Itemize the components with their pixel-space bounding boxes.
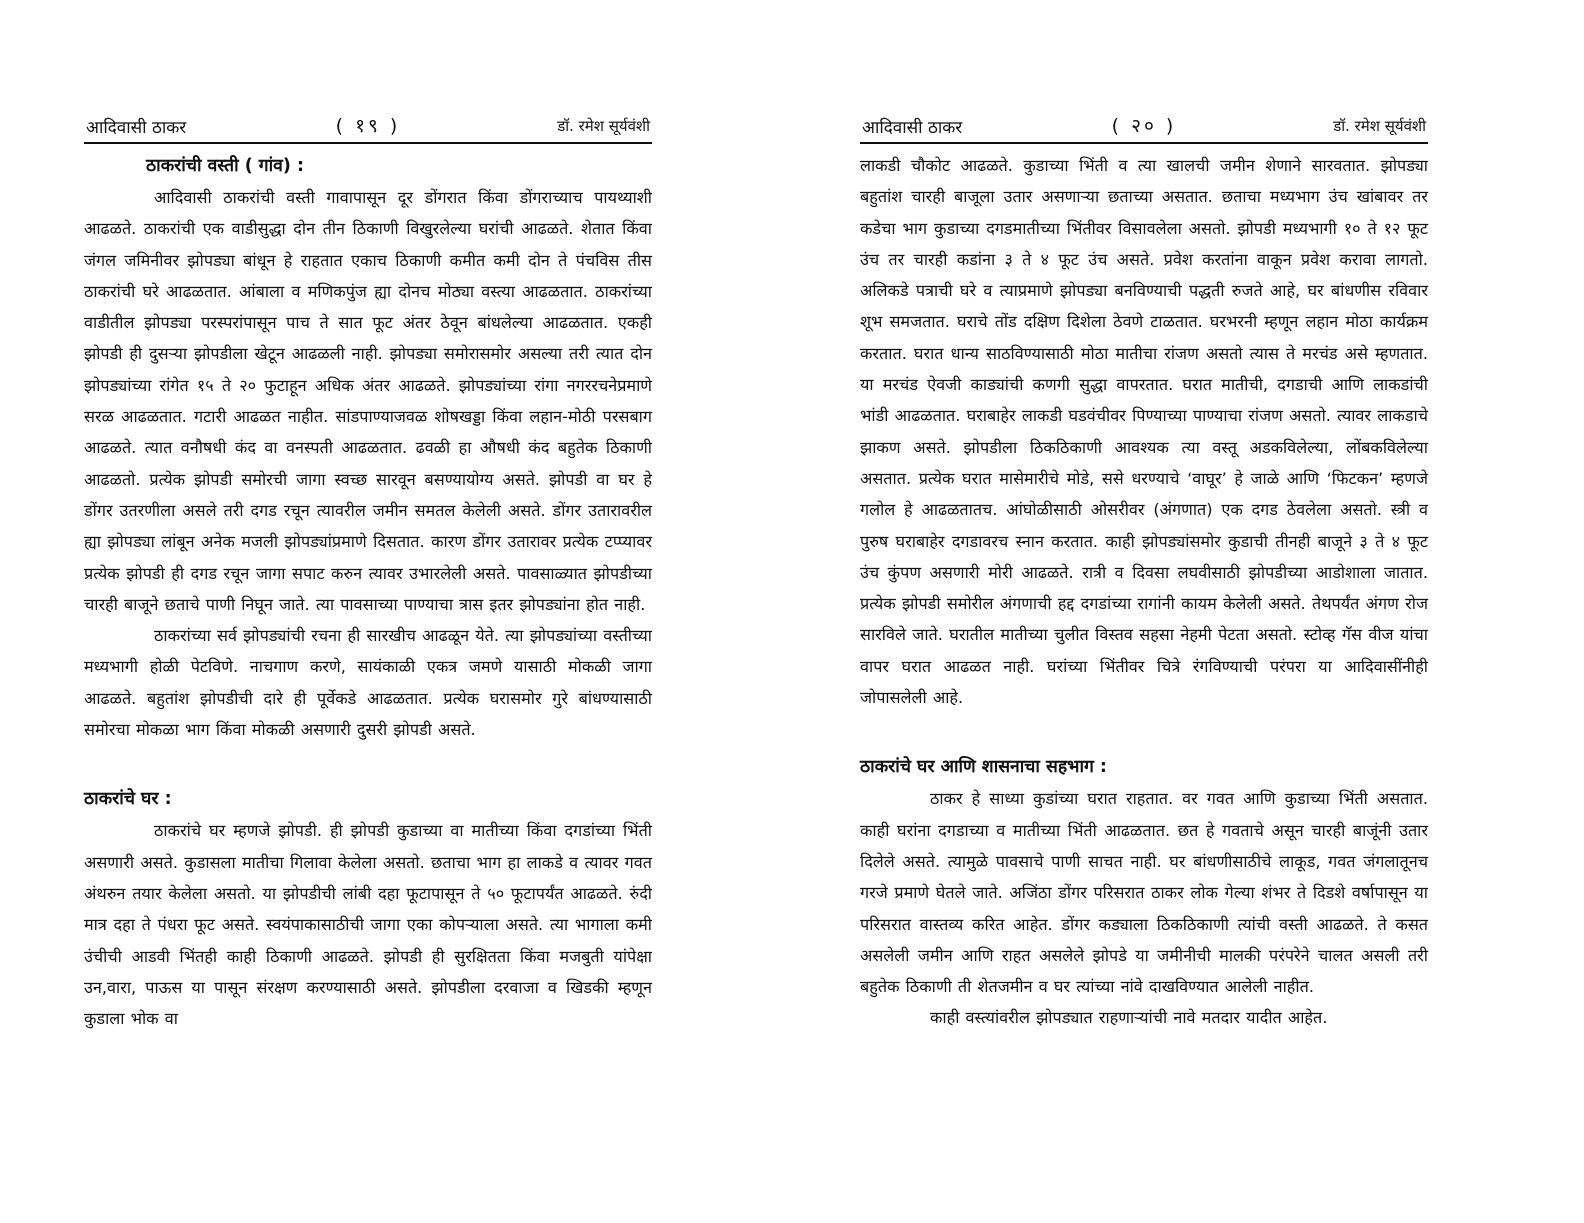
author-name: डॉ. रमेश सूर्यवंशी [1333, 117, 1426, 135]
book-title: आदिवासी ठाकर [862, 118, 963, 138]
section-heading: ठाकरांचे घर : [84, 789, 172, 810]
page-number: ( १९ ) [335, 115, 401, 137]
paragraph: ठाकर हे साध्या कुडांच्या घरात राहतात. वर गवत आणि कुडाच्या भिंती असतात. काही घरांना दगडाच्या व मातीच्या भिंती आढळतात. छत हे गवताचे असून चारही बाजूंनी उतार दिलेले असते. त्यामुळे पावसाचे पाणी साचत नाही. घर बांधणीसाठीचे लाकूड, गवत जंगलातूनच गरजे प्रमाणे घेतले जाते. अजिंठा डोंगर परिसरात ठाकर लोक गेल्या शंभर ते दिडशे वर्षापासून या परिसरात वास्तव्य करित आहेत. डोंगर कड्याला ठिकठिकाणी त्यांची वस्ती आढळते. ते कसत असलेली जमीन आणि राहत असलेले झोपडे या जमीनीची मालकी परंपरेने चालत असली तरी बहुतेक ठिकाणी ती शेतजमीन व घर त्यांच्या नांवे दाखविण्यात आलेली नाहीत. [860, 789, 1428, 997]
page-content [84, 144, 652, 1034]
spacer [860, 713, 1428, 751]
author-name: डॉ. रमेश सूर्यवंशी [557, 117, 650, 135]
page-content [860, 144, 1428, 1034]
section-heading: ठाकरांचे घर आणि शासनाचा सहभाग : [860, 757, 1107, 778]
section-heading: ठाकरांची वस्ती ( गांव) : [146, 156, 304, 176]
paragraph: आदिवासी ठाकरांची वस्ती गावापासून दूर डोंगरात किंवा डोंगराच्याच पायथ्याशी आढळते. ठाकरांची एक वाडीसुद्धा दोन तीन ठिकाणी विखुरलेल्या घरांची आढळते. शेतात किंवा जंगल जमिनीवर झोपड्या बांधून हे राहतात एकाच ठिकाणी कमीत कमी दोन ते पंचविस तीस ठाकरांची घरे आढळतात. आंबाला व मणिकपुंज ह्या दोनच मोठ्या वस्त्या आढळतात. ठाकरांच्या वाडीतील झोपड्या परस्परांपासून पाच ते सात फूट अंतर ठेवून बांधलेल्या आढळतात. एकही झोपडी ही दुसऱ्या झोपडीला खेटून आढळली नाही. झोपड्या समोरासमोर असल्या तरी त्यात दोन झोपड्यांच्या रांगेत १५ ते २० फुटाहून अधिक अंतर आढळते. झोपड्यांच्या रांगा नगररचनेप्रमाणे सरळ आढळतात. गटारी आढळत नाहीत. सांडपाण्याजवळ शोषखड्डा किंवा लहान-मोठी परसबाग आढळते. त्यात वनौषधी कंद वा वनस्पती आढळतात. ढवळी हा औषधी कंद बहुतेक ठिकाणी आढळतो. प्रत्येक झोपडी समोरची जागा स्वच्छ सारवून बसण्यायोग्य असते. झोपडी वा घर हे डोंगर उतरणीला असले तरी दगड रचून त्यावरील जमीन समतल केलेली असते. डोंगर उतारावरील ह्या झोपड्या लांबून अनेक मजली झोपड्यांप्रमाणे दिसतात. कारण डोंगर उतारावर प्रत्येक टप्प्यावर प्रत्येक झोपडी ही दगड रचून जागा सपाट करुन त्यावर उभारलेली असते. पावसाळ्यात झोपडीच्या चारही बाजूने छताचे पाणी निघून जाते. त्या पावसाच्या पाण्याचा त्रास इतर झोपड्यांना होत नाही. [84, 188, 652, 614]
paragraph: ठाकरांच्या सर्व झोपड्यांची रचना ही सारखीच आढळून येते. त्या झोपड्यांच्या वस्तीच्या मध्यभागी होळी पेटविणे. नाचगाण करणे, सायंकाळी एकत्र जमणे यासाठी मोकळी जागा आढळते. बहुतांश झोपडीची दारे ही पूर्वेकडे आढळतात. प्रत्येक घरासमोर गुरे बांधण्यासाठी समोरचा मोकळा भाग किंवा मोकळी असणारी दुसरी झोपडी असते. [84, 626, 652, 740]
spacer [84, 745, 652, 783]
page-20 [860, 112, 1428, 1034]
paragraph: काही वस्त्यांवरील झोपड्यात राहणाऱ्यांची नावे मतदार यादीत आहेत. [930, 1008, 1328, 1028]
running-head [84, 112, 652, 144]
page-19 [84, 112, 652, 1034]
paragraph: ठाकरांचे घर म्हणजे झोपडी. ही झोपडी कुडाच्या वा मातीच्या किंवा दगडांच्या भिंती असणारी असते. कुडासला मातीचा गिलावा केलेला असतो. छताचा भाग हा लाकडे व त्यावर गवत अंथरुन तयार केलेला असतो. या झोपडीची लांबी दहा फूटापासून ते ५० फूटापर्यंत आढळते. रुंदी मात्र दहा ते पंधरा फूट असते. स्वयंपाकासाठीची जागा एका कोपऱ्याला असते. त्या भागाला कमी उंचीची आडवी भिंतही काही ठिकाणी आढळते. झोपडी ही सुरक्षितता किंवा मजबुती यांपेक्षा उन,वारा, पाऊस या पासून संरक्षण करण्यासाठी असते. झोपडीला दरवाजा व खिडकी म्हणून कुडाला भोक वा [84, 821, 652, 1029]
running-head [860, 112, 1428, 144]
book-title: आदिवासी ठाकर [86, 118, 187, 138]
continuation-paragraph: लाकडी चौकोट आढळते. कुडाच्या भिंती व त्या खालची जमीन शेणाने सारवतात. झोपड्या बहुतांश चारही बाजूला उतार असणाऱ्या छताच्या असतात. छताचा मध्यभाग उंच खांबावर तर कडेचा भाग कुडाच्या दगडमातीच्या भिंतीवर विसावलेला असतो. झोपडी मध्यभागी १० ते १२ फूट उंच तर चारही कडांना ३ ते ४ फूट उंच असते. प्रवेश करतांना वाकून प्रवेश करावा लागतो. अलिकडे पत्राची घरे व त्याप्रमाणे झोपड्या बनविण्याची पद्धती रुजते आहे, घर बांधणीस रविवार शूभ समजतात. घराचे तोंड दक्षिण दिशेला ठेवणे टाळतात. घरभरनी म्हणून लहान मोठा कार्यक्रम करतात. घरात धान्य साठविण्यासाठी मोठा मातीचा रांजण असतो त्यास ते मरचंड असे म्हणतात. या मरचंड ऐवजी काड्यांची कणगी सुद्धा वापरतात. घरात मातीची, दगडाची आणि लाकडांची भांडी आढळतात. घराबाहेर लाकडी घडवंचीवर पिण्याच्या पाण्याचा रांजण असतो. त्यावर लाकडाचे झाकण असते. झोपडीला ठिकठिकाणी आवश्यक त्या वस्तू अडकविलेल्या, लोंबकविलेल्या असतात. प्रत्येक घरात मासेमारीचे मोडे, ससे धरण्याचे ‘वाघूर’ हे जाळे आणि ‘फिटकन’ म्हणजे गलोल हे आढळतातच. आंघोळीसाठी ओसरीवर (अंगणात) एक दगड ठेवलेला असतो. स्त्री व पुरुष घराबाहेर दगडावरच स्नान करतात. काही झोपड्यांसमोर कुडाची तीनही बाजूने ३ ते ४ फूट उंच कुंपण असणारी मोरी आढळते. रात्री व दिवसा लघवीसाठी झोपडीच्या आडोशाला जातात. प्रत्येक झोपडी समोरील अंगणाची हद्द दगडांच्या रागांनी कायम केलेली असते. तेथपर्यंत अंगण रोज सारविले जाते. घरातील मातीच्या चुलीत विस्तव सहसा नेहमी पेटता असतो. स्टोव्ह गॅस वीज यांचा वापर घरात आढळत नाही. घरांच्या भिंतीवर चित्रे रंगविण्याची परंपरा या आदिवासींनीही जोपासलेली आहे. [860, 156, 1428, 708]
page-number: ( २० ) [1111, 115, 1177, 137]
